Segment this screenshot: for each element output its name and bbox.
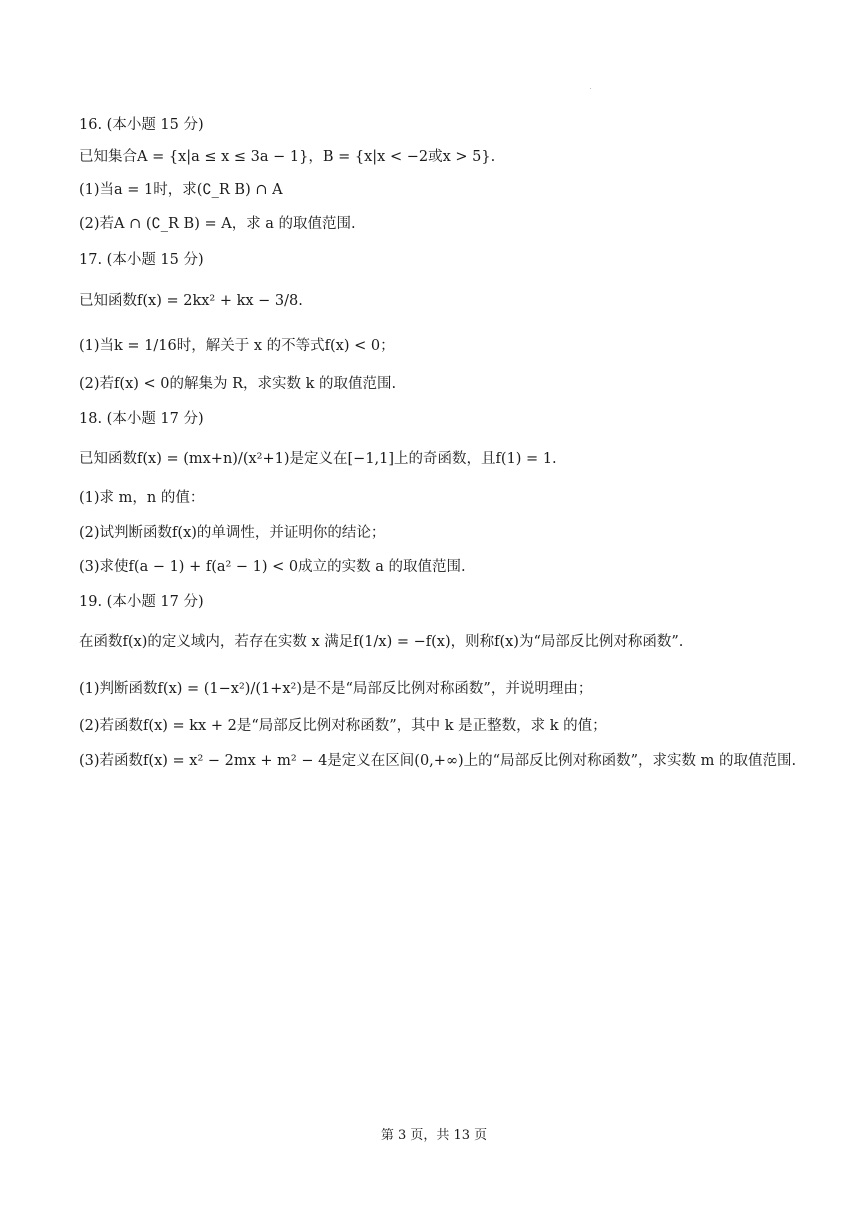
q18-part2: (2)试判断函数f(x)的单调性，并证明你的结论；	[79, 525, 386, 541]
q16-part2: (2)若A ∩ (∁_R B) = A，求 a 的取值范围.	[79, 216, 356, 232]
q17-header: 17. (本小题 15 分)	[79, 252, 204, 268]
q19-header: 19. (本小题 17 分)	[79, 594, 204, 610]
q19-part1: (1)判断函数f(x) = (1−x²)/(1+x²)是不是“局部反比例对称函数”，并说明理由；	[79, 681, 593, 697]
q17-part2: (2)若f(x) < 0的解集为 R，求实数 k 的取值范围.	[79, 376, 397, 392]
scan-speck	[590, 88, 591, 89]
q16-part1: (1)当a = 1时，求(∁_R B) ∩ A	[79, 182, 283, 198]
q18-header: 18. (本小题 17 分)	[79, 411, 204, 427]
q19-stem: 在函数f(x)的定义域内，若存在实数 x 满足f(1/x) = −f(x)，则称f(x)为“局部反比例对称函数”.	[79, 634, 684, 650]
q19-part3: (3)若函数f(x) = x² − 2mx + m² − 4是定义在区间(0,+∞)上的“局部反比例对称函数”，求实数 m 的取值范围.	[79, 753, 797, 769]
q18-part1: (1)求 m，n 的值：	[79, 490, 205, 506]
q18-part3: (3)求使f(a − 1) + f(a² − 1) < 0成立的实数 a 的取值范围.	[79, 559, 466, 575]
q16-stem: 已知集合A = {x|a ≤ x ≤ 3a − 1}，B = {x|x < −2或x > 5}.	[79, 149, 496, 165]
q18-stem: 已知函数f(x) = (mx+n)/(x²+1)是定义在[−1,1]上的奇函数，且f(1) = 1.	[79, 451, 557, 467]
q17-part1: (1)当k = 1/16时，解关于 x 的不等式f(x) < 0；	[79, 338, 395, 354]
q17-stem: 已知函数f(x) = 2kx² + kx − 3/8.	[79, 293, 303, 309]
page-footer: 第 3 页，共 13 页	[380, 1128, 488, 1143]
q19-part2: (2)若函数f(x) = kx + 2是“局部反比例对称函数”，其中 k 是正整数，求 k 的值；	[79, 718, 607, 734]
q16-header: 16. (本小题 15 分)	[79, 117, 204, 133]
